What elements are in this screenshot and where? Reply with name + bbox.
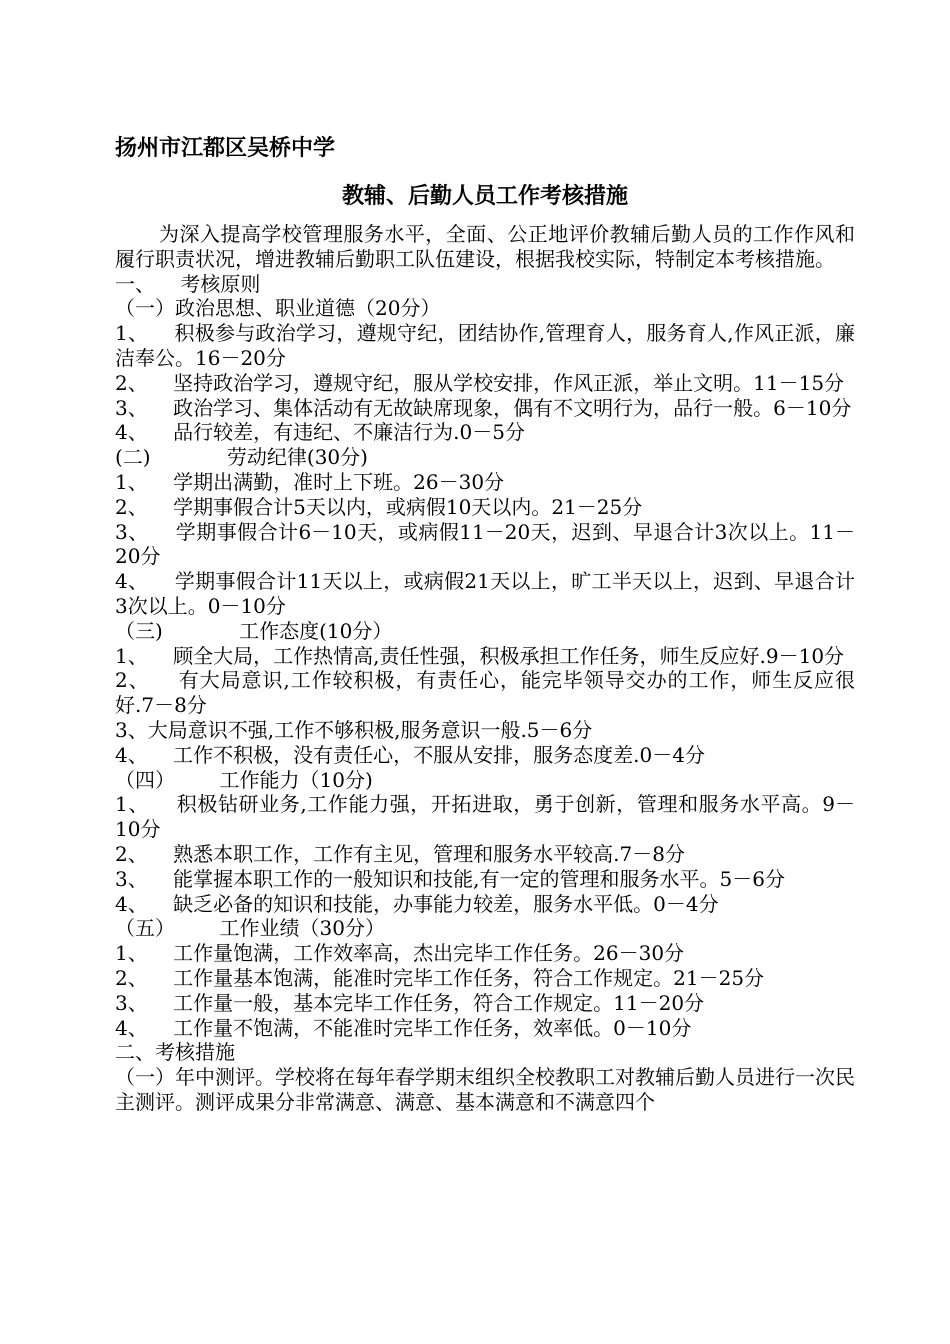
document-line: 3、大局意识不强,工作不够积极,服务意识一般.5－6分 [115,717,593,742]
school-name: 扬州市江都区吴桥中学 [115,136,336,161]
document-line: 1、 工作量饱满，工作效率高，杰出完毕工作任务。26－30分 [115,941,685,966]
document-line: 1、 顾全大局，工作热情高,责任性强，积极承担工作任务，师生反应好.9－10分 [115,643,845,668]
document-line: 4、 缺乏必备的知识和技能，办事能力较差，服务水平低。0－4分 [115,891,719,916]
document-line: （三) 工作态度(10分） [115,618,393,643]
document-line: 二、考核措施 [115,1040,235,1065]
document-line: 4、 工作不积极，没有责任心，不服从安排，服务态度差.0－4分 [115,742,705,767]
document-line: 4、 工作量不饱满，不能准时完毕工作任务，效率低。0－10分 [115,1015,692,1040]
document-line: （五） 工作业绩（30分） [115,916,385,941]
document-line: 2、 学期事假合计5天以内，或病假10天以内。21－25分 [115,494,643,519]
document-line: 4、 品行较差，有违纪、不廉洁行为.0－5分 [115,420,525,445]
document-line: （一）政治思想、职业道德（20分） [115,296,441,321]
document-line: 1、 学期出满勤，准时上下班。26－30分 [115,469,505,494]
document-line: 2、 工作量基本饱满，能准时完毕工作任务，符合工作规定。21－25分 [115,965,765,990]
document-title: 教辅、后勤人员工作考核措施 [341,184,628,209]
document-line: (二) 劳动纪律(30分) [115,445,368,470]
document-line: 一、 考核原则 [115,271,261,296]
document-line: 3、 学期事假合计6－10天，或病假11－20天，迟到、早退合计3次以上。11－20分 [115,519,855,569]
document-line: 3、 政治学习、集体活动有无故缺席现象，偶有不文明行为，品行一般。6－10分 [115,395,852,420]
intro-paragraph: 为深入提高学校管理服务水平，全面、公正地评价教辅后勤人员的工作作风和履行职责状况，增进教辅后勤职工队伍建设，根据我校实际，特制定本考核措施。 [115,222,855,271]
document-line: 2、 有大局意识,工作较积极，有责任心，能完毕领导交办的工作，师生反应很好.7－8分 [115,668,855,718]
document-line: 1、 积极参与政治学习，遵规守纪，团结协作,管理育人，服务育人,作风正派，廉洁奉公。16－20分 [115,321,855,370]
document-line: 2、 坚持政治学习，遵规守纪，服从学校安排，作风正派，举止文明。11－15分 [115,370,845,395]
document-line: 1、 积极钻研业务,工作能力强，开拓进取，勇于创新，管理和服务水平高。9－10分 [115,792,855,842]
document-line: （四） 工作能力（10分) [115,767,373,792]
document-line: （一）年中测评。学校将在每年春学期末组织全校教职工对教辅后勤人员进行一次民主测评。测评成果分非常满意、满意、基本满意和不满意四个 [115,1065,855,1114]
document-line: 3、 能掌握本职工作的一般知识和技能,有一定的管理和服务水平。5－6分 [115,866,785,891]
document-line: 2、 熟悉本职工作，工作有主见，管理和服务水平较高.7－8分 [115,841,685,866]
criteria-list [115,272,855,1115]
document-body [115,134,855,1115]
document-line: 4、 学期事假合计11天以上，或病假21天以上，旷工半天以上，迟到、早退合计3次以上。0－10分 [115,569,855,618]
document-line: 3、 工作量一般，基本完毕工作任务，符合工作规定。11－20分 [115,990,705,1015]
